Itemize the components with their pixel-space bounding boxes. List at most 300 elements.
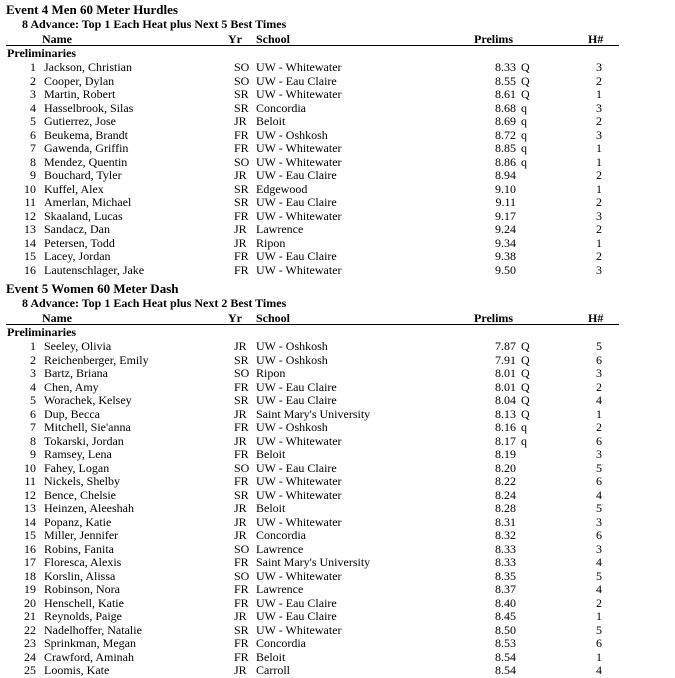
qualifier-cell: q: [521, 154, 527, 169]
prelim-time-cell: 9.34: [495, 235, 516, 250]
event-title: Event 5 Women 60 Meter Dash: [6, 281, 179, 296]
athlete-name-cell: Mitchell, Sie'anna: [44, 420, 131, 434]
year-cell: JR: [234, 663, 247, 677]
heat-number-cell: 1: [596, 181, 602, 196]
athlete-name-cell: Henschell, Katie: [44, 595, 124, 610]
prelim-time-cell: 8.01: [495, 379, 516, 394]
result-row: [0, 570, 675, 584]
year-cell: FR: [234, 595, 249, 610]
result-row: [0, 624, 675, 638]
place-cell: 2: [30, 352, 36, 367]
year-cell: JR: [234, 168, 247, 182]
school-cell: Beloit: [256, 447, 286, 461]
prelim-time-cell: 8.61: [495, 87, 516, 101]
place-cell: 6: [30, 406, 36, 421]
result-row: [0, 264, 675, 278]
athlete-name-cell: Floresca, Alexis: [44, 555, 122, 569]
heat-number-cell: 3: [596, 514, 602, 529]
year-cell: SO: [234, 73, 250, 88]
year-cell: FR: [234, 474, 249, 488]
year-cell: FR: [234, 447, 249, 461]
result-row: [0, 516, 675, 530]
result-row: [0, 556, 675, 570]
prelim-time-cell: 9.38: [495, 249, 516, 263]
athlete-name-cell: Korslin, Alissa: [44, 568, 116, 583]
athlete-name-cell: Kuffel, Alex: [44, 181, 104, 196]
athlete-name-cell: Reynolds, Paige: [44, 609, 122, 623]
heat-number-cell: 5: [596, 460, 602, 475]
prelim-time-cell: 8.33: [495, 555, 516, 569]
place-cell: 14: [24, 514, 36, 529]
results-list: [0, 340, 675, 678]
prelim-time-cell: 8.24: [495, 487, 516, 502]
place-cell: 9: [30, 168, 36, 182]
qualifier-cell: q: [521, 141, 527, 155]
result-row: [0, 88, 675, 102]
result-row: [0, 340, 675, 354]
prelim-time-cell: 8.40: [495, 595, 516, 610]
qualifier-cell: Q: [521, 393, 530, 407]
result-row: [0, 223, 675, 237]
year-cell: SR: [234, 487, 249, 502]
heat-number-cell: 2: [596, 195, 602, 209]
year-cell: SO: [234, 460, 250, 475]
result-row: [0, 237, 675, 251]
school-column-header: School: [256, 311, 291, 325]
header-divider: [6, 324, 619, 325]
year-cell: FR: [234, 582, 249, 596]
prelim-time-cell: 8.20: [495, 460, 516, 475]
place-cell: 10: [24, 181, 36, 196]
place-cell: 5: [30, 114, 36, 128]
school-cell: UW - Eau Claire: [256, 73, 337, 88]
result-row: [0, 250, 675, 264]
school-cell: Concordia: [256, 636, 306, 650]
place-cell: 11: [24, 195, 36, 209]
prelim-time-cell: 8.35: [495, 568, 516, 583]
school-cell: Beloit: [256, 114, 286, 128]
prelim-time-cell: 8.72: [495, 127, 516, 142]
athlete-name-cell: Gutierrez, Jose: [44, 114, 116, 128]
qualifier-cell: Q: [521, 379, 530, 394]
year-cell: SO: [234, 154, 250, 169]
result-row: [0, 543, 675, 557]
heat-number-cell: 2: [596, 73, 602, 88]
athlete-name-cell: Miller, Jennifer: [44, 528, 119, 542]
result-row: [0, 367, 675, 381]
athlete-name-cell: Seeley, Olivia: [44, 339, 112, 353]
result-row: [0, 408, 675, 422]
athlete-name-cell: Cooper, Dylan: [44, 73, 115, 88]
year-cell: SR: [234, 87, 249, 101]
place-cell: 19: [24, 582, 36, 596]
prelim-time-cell: 7.87: [495, 339, 516, 353]
heat-number-cell: 3: [596, 366, 602, 380]
year-cell: JR: [234, 235, 247, 250]
year-cell: FR: [234, 208, 249, 223]
year-cell: SO: [234, 541, 250, 556]
school-cell: UW - Whitewater: [256, 262, 342, 277]
heat-number-cell: 2: [596, 249, 602, 263]
prelim-time-cell: 8.69: [495, 114, 516, 128]
yr-column-header: Yr: [228, 311, 242, 325]
year-cell: SR: [234, 352, 249, 367]
place-cell: 12: [24, 487, 36, 502]
place-cell: 3: [30, 87, 36, 101]
place-cell: 17: [24, 555, 36, 569]
place-cell: 10: [24, 460, 36, 475]
heat-number-cell: 2: [596, 114, 602, 128]
place-cell: 4: [30, 379, 36, 394]
result-row: [0, 664, 675, 678]
prelims-column-header: Prelims: [474, 32, 514, 46]
heat-number-cell: 6: [596, 433, 602, 448]
athlete-name-cell: Crawford, Aminah: [44, 649, 134, 664]
prelim-time-cell: 8.45: [495, 609, 516, 623]
heat-number-cell: 2: [596, 420, 602, 434]
year-cell: JR: [234, 609, 247, 623]
heat-number-cell: 5: [596, 622, 602, 637]
athlete-name-cell: Chen, Amy: [44, 379, 99, 394]
prelim-time-cell: 9.50: [495, 262, 516, 277]
heat-number-cell: 4: [596, 393, 602, 407]
qualifier-cell: Q: [521, 73, 530, 88]
athlete-name-cell: Martin, Robert: [44, 87, 116, 101]
result-row: [0, 435, 675, 449]
year-cell: FR: [234, 649, 249, 664]
school-cell: Lawrence: [256, 222, 304, 236]
athlete-name-cell: Amerlan, Michael: [44, 195, 132, 209]
heat-number-cell: 2: [596, 168, 602, 182]
place-cell: 2: [30, 73, 36, 88]
qualifier-cell: Q: [521, 352, 530, 367]
heat-number-cell: 3: [596, 208, 602, 223]
qualifier-cell: q: [521, 433, 527, 448]
qualifier-cell: Q: [521, 366, 530, 380]
year-cell: SO: [234, 568, 250, 583]
school-cell: UW - Whitewater: [256, 154, 342, 169]
athlete-name-cell: Nadelhoffer, Natalie: [44, 622, 142, 637]
year-cell: SR: [234, 181, 249, 196]
year-cell: SR: [234, 393, 249, 407]
school-cell: UW - Eau Claire: [256, 595, 337, 610]
result-row: [0, 142, 675, 156]
athlete-name-cell: Sandacz, Dan: [44, 222, 110, 236]
school-cell: UW - Whitewater: [256, 208, 342, 223]
result-row: [0, 475, 675, 489]
prelim-time-cell: 8.86: [495, 154, 516, 169]
place-cell: 6: [30, 127, 36, 142]
place-cell: 4: [30, 100, 36, 115]
prelim-time-cell: 8.53: [495, 636, 516, 650]
heat-number-cell: 4: [596, 487, 602, 502]
place-cell: 14: [24, 235, 36, 250]
year-cell: FR: [234, 141, 249, 155]
prelim-time-cell: 8.22: [495, 474, 516, 488]
place-cell: 13: [24, 222, 36, 236]
year-cell: FR: [234, 262, 249, 277]
prelim-time-cell: 8.85: [495, 141, 516, 155]
school-cell: Lawrence: [256, 541, 304, 556]
athlete-name-cell: Gawenda, Griffin: [44, 141, 129, 155]
athlete-name-cell: Skaaland, Lucas: [44, 208, 123, 223]
prelim-time-cell: 8.55: [495, 73, 516, 88]
place-cell: 16: [24, 262, 36, 277]
result-row: [0, 129, 675, 143]
results-list: [0, 61, 675, 277]
athlete-name-cell: Lautenschlager, Jake: [44, 262, 145, 277]
prelim-time-cell: 9.17: [495, 208, 516, 223]
athlete-name-cell: Worachek, Kelsey: [44, 393, 132, 407]
advance-rule: 8 Advance: Top 1 Each Heat plus Next 2 Best Times: [22, 296, 287, 310]
place-cell: 18: [24, 568, 36, 583]
year-cell: JR: [234, 406, 247, 421]
prelim-time-cell: 8.50: [495, 622, 516, 637]
heat-number-cell: 5: [596, 568, 602, 583]
heat-number-cell: 1: [596, 141, 602, 155]
heat-number-cell: 3: [596, 541, 602, 556]
heat-number-cell: 4: [596, 555, 602, 569]
place-cell: 24: [24, 649, 36, 664]
result-row: [0, 394, 675, 408]
result-row: [0, 637, 675, 651]
school-cell: Beloit: [256, 649, 286, 664]
result-row: [0, 381, 675, 395]
place-cell: 9: [30, 447, 36, 461]
place-cell: 13: [24, 501, 36, 515]
round-label: Preliminaries: [7, 46, 77, 60]
result-row: [0, 183, 675, 197]
athlete-name-cell: Bartz, Briana: [44, 366, 108, 380]
result-row: [0, 448, 675, 462]
athlete-name-cell: Petersen, Todd: [44, 235, 115, 250]
qualifier-cell: Q: [521, 406, 530, 421]
school-cell: UW - Oshkosh: [256, 420, 328, 434]
prelim-time-cell: 8.54: [495, 649, 516, 664]
heat-number-cell: 6: [596, 352, 602, 367]
heat-number-cell: 3: [596, 447, 602, 461]
school-cell: UW - Whitewater: [256, 568, 342, 583]
result-row: [0, 61, 675, 75]
heat-number-cell: 1: [596, 235, 602, 250]
prelim-time-cell: 8.19: [495, 447, 516, 461]
heat-number-cell: 3: [596, 262, 602, 277]
column-header-row: [0, 32, 675, 46]
year-cell: FR: [234, 555, 249, 569]
athlete-name-cell: Reichenberger, Emily: [44, 352, 149, 367]
round-label: Preliminaries: [7, 325, 77, 339]
result-row: [0, 610, 675, 624]
school-column-header: School: [256, 32, 291, 46]
athlete-name-cell: Heinzen, Aleeshah: [44, 501, 134, 515]
place-cell: 11: [24, 474, 36, 488]
result-row: [0, 421, 675, 435]
athlete-name-cell: Hasselbrook, Silas: [44, 100, 134, 115]
athlete-name-cell: Ramsey, Lena: [44, 447, 112, 461]
prelim-time-cell: 9.10: [495, 181, 516, 196]
name-column-header: Name: [42, 311, 72, 325]
prelim-time-cell: 8.94: [495, 168, 516, 182]
prelim-time-cell: 8.37: [495, 582, 516, 596]
school-cell: Carroll: [256, 663, 290, 677]
year-cell: SR: [234, 622, 249, 637]
year-cell: SO: [234, 60, 250, 74]
heat-number-cell: 1: [596, 154, 602, 169]
school-cell: UW - Whitewater: [256, 60, 342, 74]
place-cell: 1: [30, 339, 36, 353]
qualifier-cell: q: [521, 127, 527, 142]
place-cell: 12: [24, 208, 36, 223]
year-cell: FR: [234, 127, 249, 142]
result-row: [0, 597, 675, 611]
qualifier-cell: Q: [521, 60, 530, 74]
year-cell: JR: [234, 339, 247, 353]
prelim-time-cell: 8.16: [495, 420, 516, 434]
prelim-time-cell: 8.13: [495, 406, 516, 421]
place-cell: 7: [30, 141, 36, 155]
school-cell: UW - Whitewater: [256, 514, 342, 529]
heat-number-cell: 2: [596, 222, 602, 236]
school-cell: Beloit: [256, 501, 286, 515]
result-row: [0, 196, 675, 210]
year-cell: JR: [234, 528, 247, 542]
result-row: [0, 651, 675, 665]
heat-number-cell: 4: [596, 582, 602, 596]
school-cell: UW - Eau Claire: [256, 249, 337, 263]
year-cell: SO: [234, 366, 250, 380]
heat-number-cell: 6: [596, 636, 602, 650]
qualifier-cell: q: [521, 100, 527, 115]
school-cell: Concordia: [256, 528, 306, 542]
header-divider: [6, 45, 619, 46]
result-row: [0, 489, 675, 503]
heat-number-cell: 3: [596, 60, 602, 74]
place-cell: 5: [30, 393, 36, 407]
heat-number-cell: 6: [596, 528, 602, 542]
result-row: [0, 354, 675, 368]
athlete-name-cell: Beukema, Brandt: [44, 127, 128, 142]
result-row: [0, 156, 675, 170]
prelim-time-cell: 8.31: [495, 514, 516, 529]
athlete-name-cell: Fahey, Logan: [44, 460, 110, 475]
place-cell: 1: [30, 60, 36, 74]
school-cell: UW - Whitewater: [256, 474, 342, 488]
year-cell: JR: [234, 222, 247, 236]
school-cell: UW - Oshkosh: [256, 352, 328, 367]
heat-number-cell: 1: [596, 649, 602, 664]
result-row: [0, 102, 675, 116]
place-cell: 23: [24, 636, 36, 650]
column-header-row: [0, 311, 675, 325]
school-cell: Saint Mary's University: [256, 406, 371, 421]
school-cell: UW - Eau Claire: [256, 195, 337, 209]
place-cell: 25: [24, 663, 36, 677]
place-cell: 20: [24, 595, 36, 610]
prelim-time-cell: 8.33: [495, 60, 516, 74]
athlete-name-cell: Popanz, Katie: [44, 514, 112, 529]
qualifier-cell: q: [521, 114, 527, 128]
place-cell: 16: [24, 541, 36, 556]
year-cell: FR: [234, 379, 249, 394]
athlete-name-cell: Robins, Fanita: [44, 541, 115, 556]
heat-number-cell: 5: [596, 339, 602, 353]
school-cell: UW - Oshkosh: [256, 127, 328, 142]
school-cell: UW - Whitewater: [256, 87, 342, 101]
prelim-time-cell: 7.91: [495, 352, 516, 367]
name-column-header: Name: [42, 32, 72, 46]
year-cell: JR: [234, 501, 247, 515]
heat-number-cell: 2: [596, 379, 602, 394]
athlete-name-cell: Dup, Becca: [44, 406, 100, 421]
year-cell: JR: [234, 114, 247, 128]
heat-number-cell: 1: [596, 609, 602, 623]
school-cell: UW - Whitewater: [256, 141, 342, 155]
athlete-name-cell: Loomis, Kate: [44, 663, 110, 677]
school-cell: UW - Eau Claire: [256, 379, 337, 394]
school-cell: Edgewood: [256, 181, 308, 196]
athlete-name-cell: Tokarski, Jordan: [44, 433, 124, 448]
school-cell: UW - Whitewater: [256, 622, 342, 637]
result-row: [0, 115, 675, 129]
school-cell: UW - Eau Claire: [256, 609, 337, 623]
athlete-name-cell: Sprinkman, Megan: [44, 636, 136, 650]
result-row: [0, 529, 675, 543]
athlete-name-cell: Jackson, Christian: [44, 60, 132, 74]
result-row: [0, 169, 675, 183]
heat-column-header: H#: [588, 311, 604, 325]
advance-rule: 8 Advance: Top 1 Each Heat plus Next 5 Best Times: [22, 17, 287, 31]
heat-number-cell: 1: [596, 406, 602, 421]
prelim-time-cell: 9.24: [495, 222, 516, 236]
heat-number-cell: 2: [596, 595, 602, 610]
school-cell: UW - Eau Claire: [256, 168, 337, 182]
place-cell: 8: [30, 433, 36, 448]
school-cell: Ripon: [256, 235, 286, 250]
heat-number-cell: 5: [596, 501, 602, 515]
result-row: [0, 462, 675, 476]
heat-number-cell: 3: [596, 127, 602, 142]
year-cell: JR: [234, 433, 247, 448]
place-cell: 8: [30, 154, 36, 169]
heat-number-cell: 4: [596, 663, 602, 677]
prelim-time-cell: 9.11: [495, 195, 516, 209]
prelims-column-header: Prelims: [474, 311, 514, 325]
prelim-time-cell: 8.32: [495, 528, 516, 542]
school-cell: Lawrence: [256, 582, 304, 596]
result-row: [0, 210, 675, 224]
prelim-time-cell: 8.04: [495, 393, 516, 407]
result-row: [0, 583, 675, 597]
athlete-name-cell: Nickels, Shelby: [44, 474, 120, 488]
heat-number-cell: 3: [596, 100, 602, 115]
school-cell: UW - Whitewater: [256, 433, 342, 448]
athlete-name-cell: Robinson, Nora: [44, 582, 120, 596]
place-cell: 15: [24, 249, 36, 263]
athlete-name-cell: Bence, Chelsie: [44, 487, 116, 502]
school-cell: UW - Eau Claire: [256, 393, 337, 407]
year-cell: SR: [234, 195, 249, 209]
prelim-time-cell: 8.28: [495, 501, 516, 515]
year-cell: SR: [234, 100, 249, 115]
result-row: [0, 75, 675, 89]
year-cell: JR: [234, 514, 247, 529]
athlete-name-cell: Lacey, Jordan: [44, 249, 111, 263]
prelim-time-cell: 8.68: [495, 100, 516, 115]
qualifier-cell: q: [521, 420, 527, 434]
prelim-time-cell: 8.33: [495, 541, 516, 556]
athlete-name-cell: Bouchard, Tyler: [44, 168, 122, 182]
athlete-name-cell: Mendez, Quentin: [44, 154, 128, 169]
